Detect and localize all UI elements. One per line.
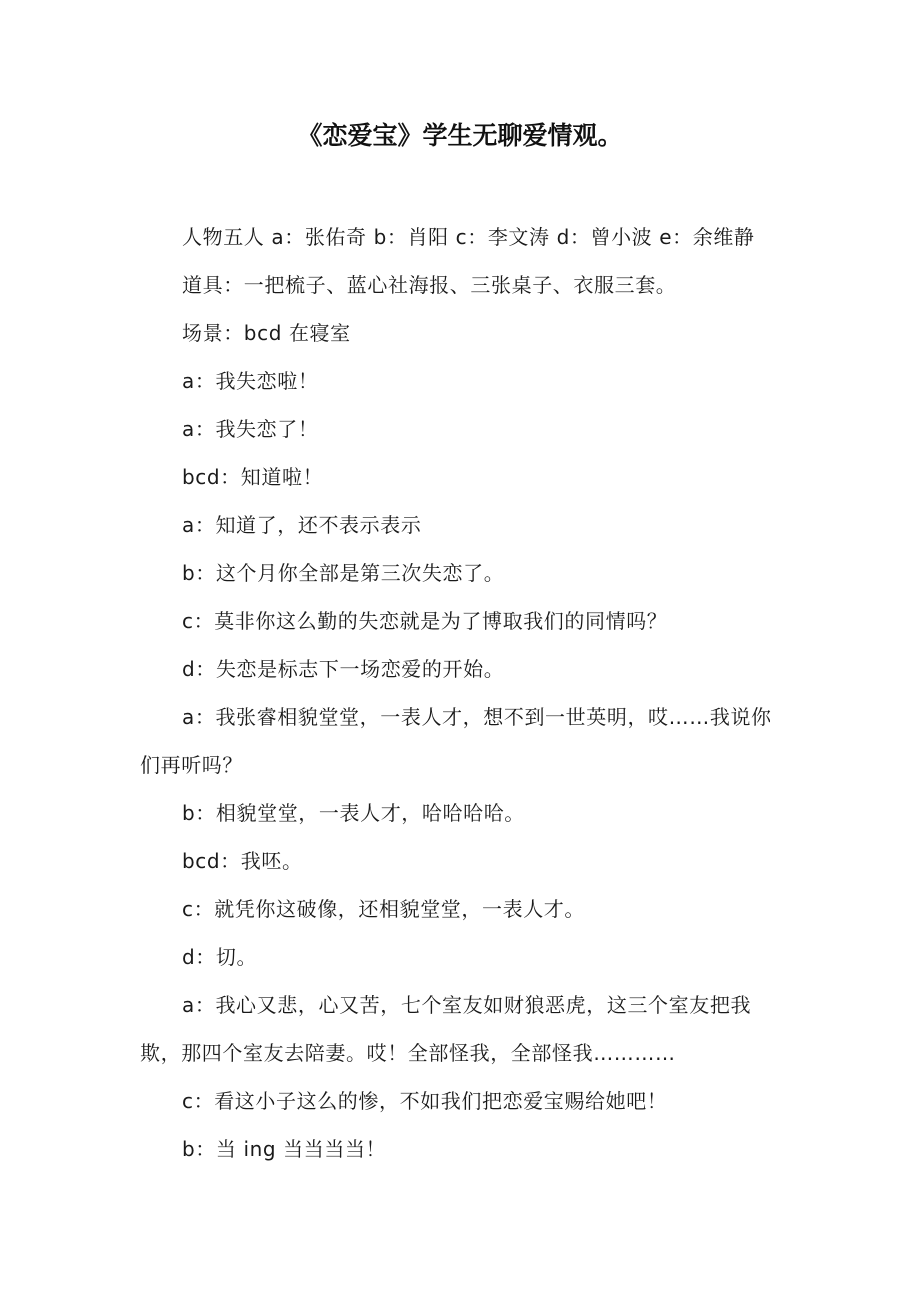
dialogue-line: a：我失恋了！ (182, 417, 319, 441)
dialogue-line: a：我心又悲，心又苦，七个室友如财狼恶虎，这三个室友把我欺，那四个室友去陪妻。哎！全部怪我，全部怪我………… (140, 993, 752, 1065)
dialogue-line: d：失恋是标志下一场恋爱的开始。 (182, 657, 505, 681)
dialogue-line: a：我失恋啦！ (182, 369, 319, 393)
dialogue-line: b：相貌堂堂，一表人才，哈哈哈哈。 (182, 801, 525, 825)
dialogue-line: c：莫非你这么勤的失恋就是为了博取我们的同情吗？ (182, 609, 668, 633)
paragraph-scene: 场景：bcd 在寝室 (182, 321, 351, 345)
paragraph-characters: 人物五人 a：张佑奇 b：肖阳 c：李文涛 d：曾小波 e：余维静 (182, 225, 755, 249)
document-title: 《恋爱宝》学生无聊爱情观。 (297, 121, 623, 150)
dialogue-line: c：就凭你这破像，还相貌堂堂，一表人才。 (182, 897, 585, 921)
document-body (140, 213, 785, 1173)
dialogue-line: bcd：知道啦！ (182, 465, 324, 489)
dialogue-line: d：切。 (182, 945, 258, 969)
dialogue-line: b：这个月你全部是第三次失恋了。 (182, 561, 505, 585)
dialogue-line: c：看这小子这么的惨，不如我们把恋爱宝赐给她吧！ (182, 1089, 668, 1113)
dialogue-line: a：我张睿相貌堂堂，一表人才，想不到一世英明，哎……我说你们再听吗？ (140, 705, 772, 777)
dialogue-line: b：当 ing 当当当当！ (182, 1137, 387, 1161)
dialogue-line: bcd：我呸。 (182, 849, 303, 873)
dialogue-line: a：知道了，还不表示表示 (182, 513, 422, 537)
paragraph-props: 道具：一把梳子、蓝心社海报、三张桌子、衣服三套。 (182, 273, 677, 297)
